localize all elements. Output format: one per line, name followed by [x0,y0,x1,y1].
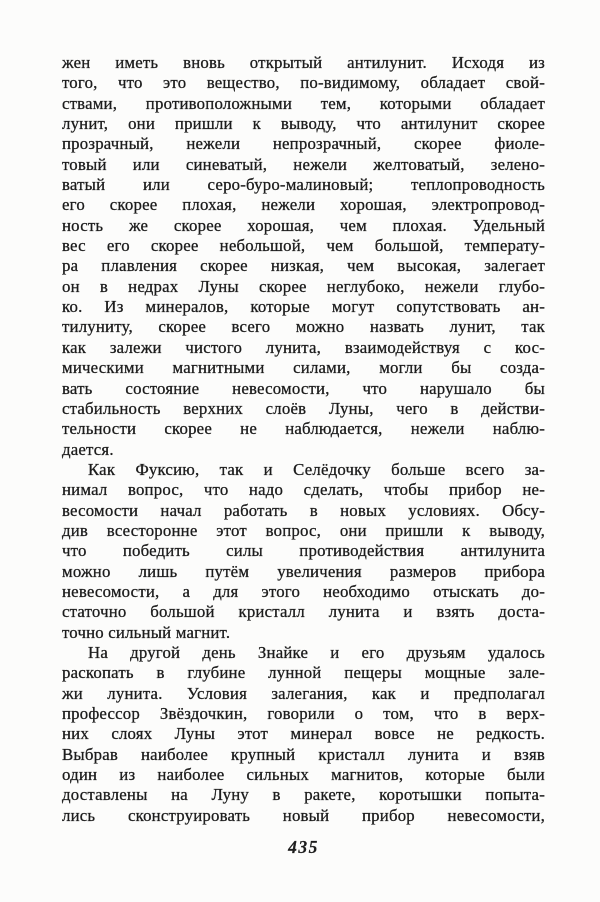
page-number: 435 [288,837,319,858]
text-line: его скорее плохая, нежели хорошая, электропровод- [62,195,545,215]
text-line: невесомости, а для этого необходимо отыскать до- [62,581,545,601]
text-line: точно сильный магнит. [62,622,231,642]
text-line: тилуниту, скорее всего можно назвать лунит, так [62,317,545,337]
text-line: профессор Звёздочкин, говорили о том, что в верх- [62,704,545,723]
text-line: ватый или серо-буро-малиновый; теплопроводность [62,175,545,195]
text-line: вать состояние невесомости, что нарушало бы [62,378,545,398]
text-line: тельности скорее не наблюдается, нежели наблю- [62,419,545,439]
text-line: ра плавления скорее низкая, чем высокая, залегает [62,256,545,276]
text-line: того, что это вещество, по-видимому, обладает свой- [62,73,545,93]
text-column [62,53,545,858]
text-line: див всесторонне этот вопрос, они пришли к выводу, [62,520,545,540]
text-line: один из наиболее сильных магнитов, которые были [62,765,545,785]
text-line: жи лунита. Условия залегания, как и предполагал [62,683,545,703]
text-line: Выбрав наиболее крупный кристалл лунита и взяв [62,744,545,764]
text-line: ствами, противоположными тем, которыми обладает [62,93,545,113]
text-line: На другой день Знайке и его друзьям удалось [88,642,545,662]
text-line: дается. [62,439,114,459]
text-line: можно лишь путём увеличения размеров прибора [62,561,545,581]
text-line: стабильность верхних слоёв Луны, чего в действи- [62,398,545,418]
text-line: прозрачный, нежели непрозрачный, скорее фиоле- [62,134,545,154]
text-line: товый или синеватый, нежели желтоватый, зелено- [62,154,545,174]
text-line: доставлены на Луну в ракете, коротышки попыта- [62,785,545,805]
text-line: Как Фуксию, так и Селёдочку больше всего за- [88,459,545,479]
text-line: раскопать в глубине лунной пещеры мощные зале- [62,663,545,683]
text-line: ность же скорее хорошая, чем плохая. Удельный [62,215,545,235]
text-line: статочно большой кристалл лунита и взять доста- [62,602,545,622]
text-line: как залежи чистого лунита, взаимодействуя с кос- [62,337,545,357]
text-line: что победить силы противодействия антилунита [62,541,545,561]
text-line: мическими магнитными силами, могли бы созда- [62,358,545,378]
text-line: он в недрах Луны скорее неглубоко, нежели глубо- [62,276,545,296]
text-line: них слоях Луны этот минерал вовсе не редкость. [62,724,545,744]
text-line: лунит, они пришли к выводу, что антилунит скорее [62,114,545,134]
text-line: вес его скорее небольшой, чем большой, температу- [62,236,545,256]
text-line: жен иметь вновь открытый антилунит. Исходя из [62,53,545,72]
text-line: ко. Из минералов, которые могут сопутствовать ан- [62,297,545,317]
text-line: лись сконструировать новый прибор невесомости, [62,805,545,825]
text-line: нимал вопрос, что надо сделать, чтобы прибор не- [62,480,545,500]
text-line: весомости начал работать в новых условиях. Обсу- [62,500,545,520]
